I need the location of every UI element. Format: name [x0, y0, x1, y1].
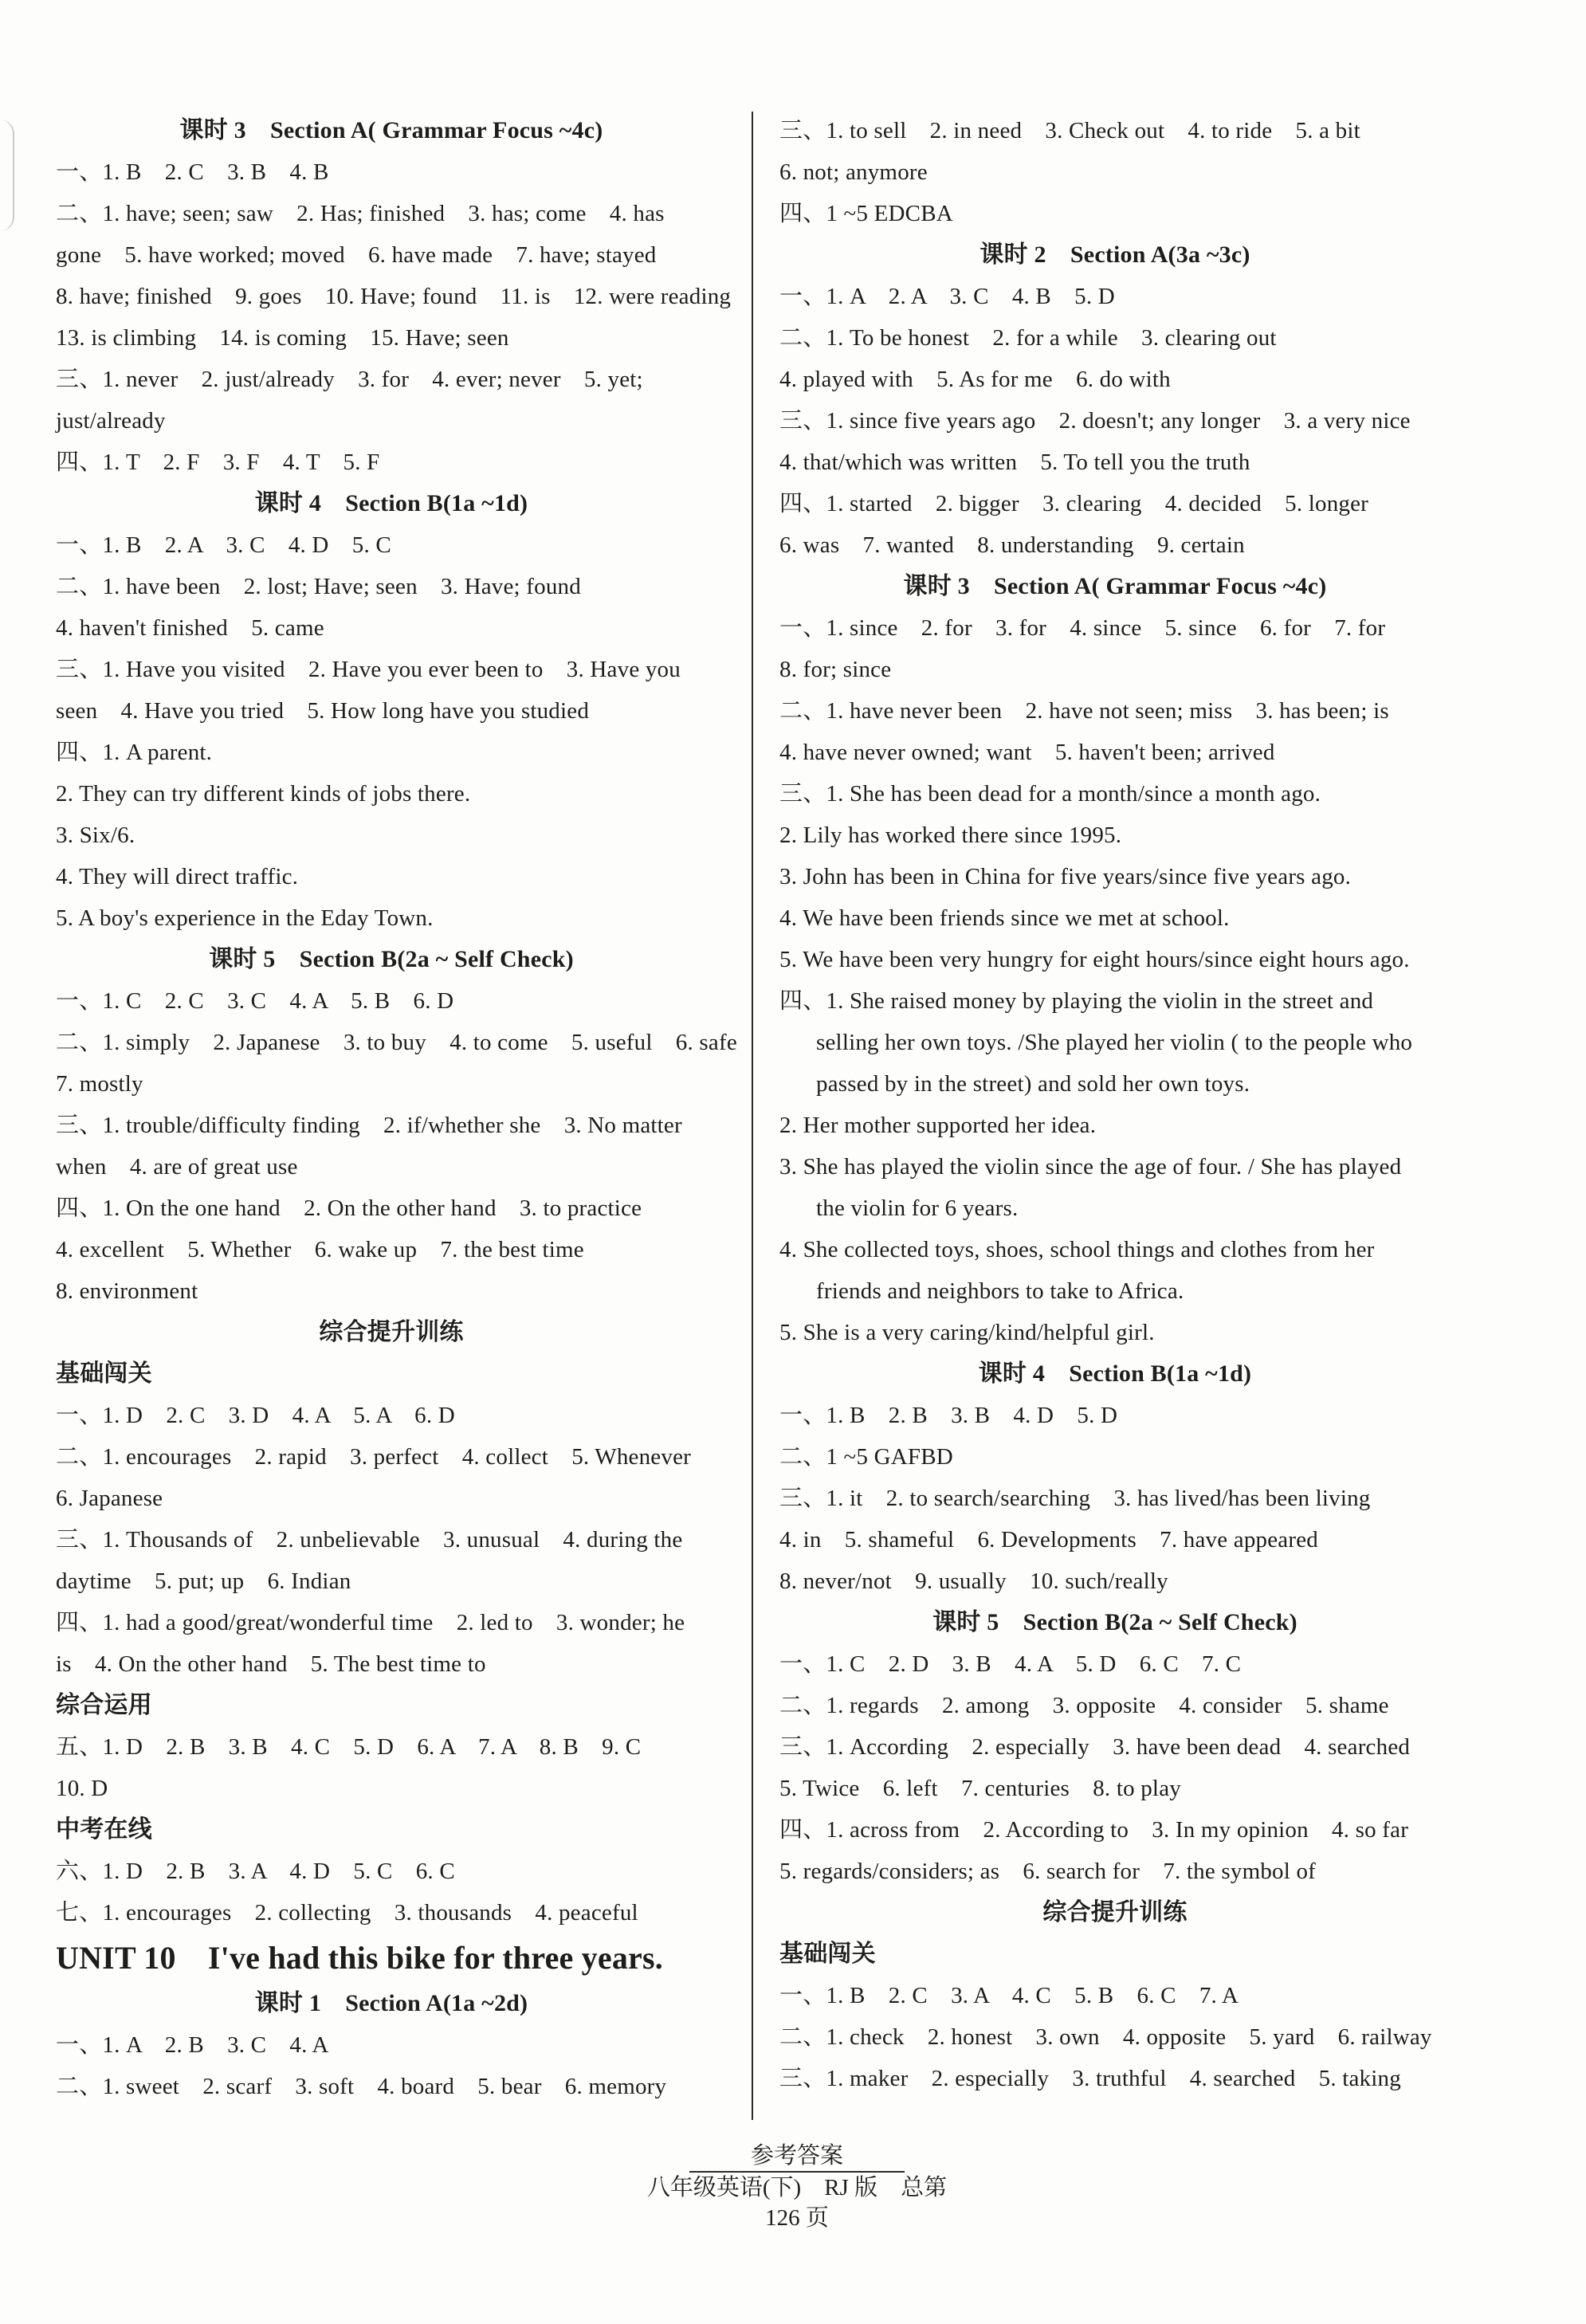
unit-title: UNIT 10 I've had this bike for three years. [56, 1940, 663, 1976]
footer-subtitle: 八年级英语(下) RJ 版 总第 126 页 [646, 2175, 948, 2231]
section-heading: 课时 5 Section B(2a ~ Self Check) [209, 946, 574, 972]
answer-line: 一、1. B 2. B 3. B 4. D 5. D [779, 1403, 1118, 1428]
answer-line: 8. environment [56, 1278, 198, 1304]
section-heading: 课时 2 Section A(3a ~3c) [979, 241, 1250, 268]
answer-line: 3. She has played the violin since the age of four. / She has played [779, 1154, 1402, 1180]
answer-line: 6. was 7. wanted 8. understanding 9. certain [779, 532, 1245, 558]
answer-line: when 4. are of great use [56, 1154, 298, 1180]
answer-line: seen 4. Have you tried 5. How long have you studied [56, 698, 590, 724]
section-heading: 课时 1 Section A(1a ~2d) [254, 1990, 528, 2016]
answer-line: friends and neighbors to take to Africa. [816, 1278, 1184, 1304]
answer-line: 二、1. simply 2. Japanese 3. to buy 4. to come 5. useful 6. safe [56, 1030, 737, 1055]
answer-line: 13. is climbing 14. is coming 15. Have; seen [56, 325, 509, 351]
answer-line: 4. in 5. shameful 6. Developments 7. have appeared [779, 1527, 1319, 1553]
page-binding-mark [0, 120, 14, 231]
answer-column-right [779, 110, 1451, 2099]
answer-line: 6. not; anymore [779, 159, 928, 185]
answer-line: 5. regards/considers; as 6. search for 7. the symbol of [779, 1859, 1317, 1884]
answer-line: 二、1. sweet 2. scarf 3. soft 4. board 5. bear 6. memory [56, 2074, 667, 2099]
answer-line: 一、1. C 2. C 3. C 4. A 5. B 6. D [56, 988, 454, 1014]
answer-line: 一、1. A 2. A 3. C 4. B 5. D [779, 284, 1115, 309]
answer-line: 四、1. She raised money by playing the violin in the street and [779, 988, 1374, 1014]
answer-line: 二、1. check 2. honest 3. own 4. opposite 5. yard 6. railway [779, 2024, 1432, 2050]
answer-column-left [56, 110, 737, 2107]
answer-line: 四、1 ~5 EDCBA [779, 201, 953, 226]
answer-line: 三、1. She has been dead for a month/since a month ago. [779, 781, 1321, 807]
answer-line: 一、1. A 2. B 3. C 4. A [56, 2032, 329, 2058]
answer-line: 三、1. never 2. just/already 3. for 4. ever; never 5. yet; [56, 367, 643, 392]
answer-line: 四、1. On the one hand 2. On the other hand 3. to practice [56, 1195, 642, 1221]
answer-line: 一、1. since 2. for 3. for 4. since 5. since 6. for 7. for [779, 615, 1386, 641]
footer-title: 参考答案 [750, 2143, 843, 2169]
answer-line: 2. Her mother supported her idea. [779, 1113, 1097, 1138]
answer-line: 4. that/which was written 5. To tell you the truth [779, 449, 1250, 475]
answer-line: 一、1. D 2. C 3. D 4. A 5. A 6. D [56, 1403, 455, 1428]
answer-line: 4. haven't finished 5. came [56, 615, 324, 641]
answer-line: 5. We have been very hungry for eight hours/since eight hours ago. [779, 947, 1410, 972]
answer-line: 二、1. To be honest 2. for a while 3. clearing out [779, 325, 1277, 351]
page-footer [638, 2141, 956, 2233]
section-heading: 课时 3 Section A( Grammar Focus ~4c) [903, 573, 1327, 599]
answer-line: gone 5. have worked; moved 6. have made 7. have; stayed [56, 242, 657, 268]
answer-line: 一、1. B 2. C 3. B 4. B [56, 159, 329, 185]
answer-line: 5. She is a very caring/kind/helpful girl. [779, 1320, 1155, 1345]
answer-line: the violin for 6 years. [816, 1195, 1019, 1221]
answer-line: 6. Japanese [56, 1486, 163, 1511]
answer-line: 四、1. across from 2. According to 3. In my opinion 4. so far [779, 1817, 1409, 1843]
section-heading: 课时 4 Section B(1a ~1d) [254, 490, 528, 516]
answer-line: 三、1. to sell 2. in need 3. Check out 4. to ride 5. a bit [779, 118, 1360, 143]
answer-line: 一、1. B 2. C 3. A 4. C 5. B 6. C 7. A [779, 1983, 1239, 2008]
answer-line: 8. for; since [779, 657, 892, 682]
section-heading: 课时 5 Section B(2a ~ Self Check) [932, 1609, 1297, 1635]
answer-line: 3. Six/6. [56, 822, 135, 848]
answer-line: 四、1. T 2. F 3. F 4. T 5. F [56, 449, 380, 475]
answer-line: 二、1. have; seen; saw 2. Has; finished 3. has; come 4. has [56, 201, 665, 226]
answer-line: 10. D [56, 1776, 108, 1801]
answer-line: is 4. On the other hand 5. The best time to [56, 1651, 486, 1677]
answer-line: 4. She collected toys, shoes, school things and clothes from her [779, 1237, 1375, 1262]
category-label: 综合运用 [56, 1692, 152, 1718]
answer-line: 三、1. since five years ago 2. doesn't; any longer 3. a very nice [779, 408, 1411, 434]
answer-line: passed by in the street) and sold her own toys. [816, 1071, 1250, 1097]
answer-line: 一、1. B 2. A 3. C 4. D 5. C [56, 532, 391, 558]
answer-line: 4. We have been friends since we met at school. [779, 905, 1230, 931]
category-label: 中考在线 [56, 1816, 152, 1843]
answer-line: 2. They can try different kinds of jobs there. [56, 781, 471, 807]
answer-line: 三、1. Have you visited 2. Have you ever been to 3. Have you [56, 657, 681, 682]
answer-line: 4. played with 5. As for me 6. do with [779, 367, 1171, 392]
answer-line: 六、1. D 2. B 3. A 4. D 5. C 6. C [56, 1859, 455, 1884]
answer-line: 三、1. Thousands of 2. unbelievable 3. unusual 4. during the [56, 1527, 683, 1553]
answer-line: 4. have never owned; want 5. haven't been; arrived [779, 740, 1275, 765]
answer-line: 三、1. it 2. to search/searching 3. has lived/has been living [779, 1486, 1371, 1511]
answer-line: 8. have; finished 9. goes 10. Have; found 11. is 12. were reading [56, 284, 732, 309]
answer-line: 5. Twice 6. left 7. centuries 8. to play [779, 1776, 1181, 1801]
answer-line: 二、1. have never been 2. have not seen; miss 3. has been; is [779, 698, 1389, 724]
answer-line: 三、1. maker 2. especially 3. truthful 4. searched 5. taking [779, 2066, 1401, 2091]
answer-line: daytime 5. put; up 6. Indian [56, 1568, 351, 1594]
answer-line: 三、1. trouble/difficulty finding 2. if/whether she 3. No matter [56, 1113, 682, 1138]
column-divider [752, 112, 753, 2120]
answer-line: 二、1. encourages 2. rapid 3. perfect 4. collect 5. Whenever [56, 1444, 692, 1470]
section-heading: 课时 3 Section A( Grammar Focus ~4c) [179, 117, 603, 143]
answer-line: 五、1. D 2. B 3. B 4. C 5. D 6. A 7. A 8. B 9. C [56, 1734, 642, 1760]
answer-line: selling her own toys. /She played her violin ( to the people who [816, 1030, 1413, 1055]
answer-line: 四、1. A parent. [56, 740, 213, 765]
answer-line: 4. excellent 5. Whether 6. wake up 7. the best time [56, 1237, 584, 1262]
answer-line: 一、1. C 2. D 3. B 4. A 5. D 6. C 7. C [779, 1651, 1242, 1677]
category-label: 基础闯关 [56, 1360, 152, 1387]
answer-line: 三、1. According 2. especially 3. have been dead 4. searched [779, 1734, 1411, 1760]
section-heading: 综合提升训练 [1042, 1899, 1188, 1926]
answer-line: 四、1. started 2. bigger 3. clearing 4. decided 5. longer [779, 491, 1369, 516]
section-heading: 综合提升训练 [319, 1319, 464, 1345]
answer-line: 5. A boy's experience in the Eday Town. [56, 905, 434, 931]
answer-line: 七、1. encourages 2. collecting 3. thousands 4. peaceful [56, 1900, 638, 1926]
section-heading: 课时 4 Section B(1a ~1d) [978, 1360, 1252, 1387]
answer-line: 四、1. had a good/great/wonderful time 2. led to 3. wonder; he [56, 1610, 685, 1635]
answer-line: 3. John has been in China for five years/since five years ago. [779, 864, 1352, 889]
answer-line: 7. mostly [56, 1071, 143, 1097]
answer-line: 二、1. have been 2. lost; Have; seen 3. Have; found [56, 574, 581, 599]
answer-line: 4. They will direct traffic. [56, 864, 299, 889]
answer-line: 8. never/not 9. usually 10. such/really [779, 1568, 1168, 1594]
answer-line: just/already [56, 408, 166, 434]
answer-line: 二、1 ~5 GAFBD [779, 1444, 953, 1470]
answer-line: 2. Lily has worked there since 1995. [779, 822, 1122, 848]
answer-line: 二、1. regards 2. among 3. opposite 4. consider 5. shame [779, 1693, 1389, 1718]
category-label: 基础闯关 [779, 1941, 876, 1967]
